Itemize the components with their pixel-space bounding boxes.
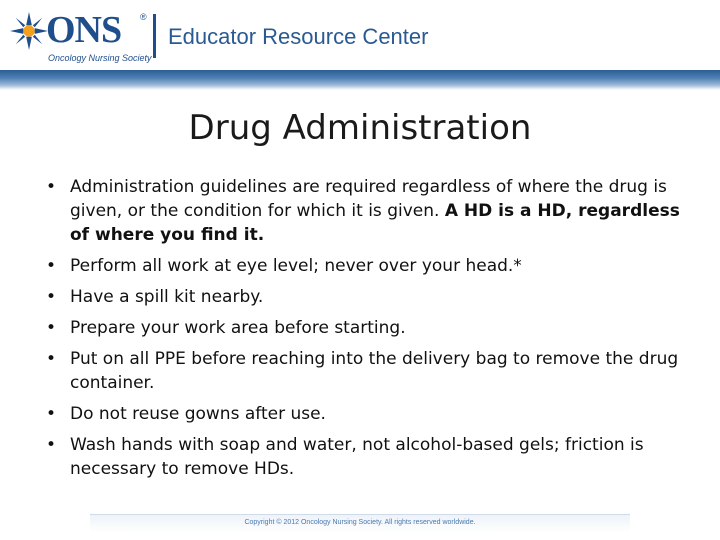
bullet-item	[44, 347, 684, 395]
header-band	[0, 70, 720, 90]
logo-wordmark: ONS	[46, 9, 122, 51]
logo-registered-mark: ®	[140, 12, 147, 22]
bullet-text: Have a spill kit nearby.	[70, 287, 264, 307]
bullet-item	[44, 402, 684, 426]
ons-star-icon	[10, 12, 48, 50]
bullet-text: Prepare your work area before starting.	[70, 318, 406, 338]
ons-logo[interactable]	[10, 8, 150, 66]
bullet-item	[44, 175, 684, 247]
bullet-dot: •	[46, 404, 57, 424]
bullet-list	[44, 175, 684, 488]
footer-copyright: Copyright © 2012 Oncology Nursing Society. All rights reserved worldwide.	[244, 519, 476, 526]
footer	[90, 514, 630, 533]
bullet-text: Do not reuse gowns after use.	[70, 404, 326, 424]
bullet-dot: •	[46, 177, 57, 197]
bullet-item	[44, 433, 684, 481]
bullet-text: Perform all work at eye level; never over your head.*	[70, 256, 522, 276]
bullet-dot: •	[46, 318, 57, 338]
bullet-item	[44, 254, 684, 278]
bullet-dot: •	[46, 349, 57, 369]
bullet-item	[44, 316, 684, 340]
slide-title: Drug Administration	[188, 108, 532, 148]
bullet-item	[44, 285, 684, 309]
bullet-text: Wash hands with soap and water, not alcohol-based gels; friction is necessary to remove HDs.	[70, 435, 644, 479]
header-divider	[153, 14, 156, 58]
bullet-bold-text: A HD is a HD, regardless of where you find it.	[70, 201, 680, 245]
bullet-text: Put on all PPE before reaching into the delivery bag to remove the drug container.	[70, 349, 679, 393]
logo-subtitle: Oncology Nursing Society	[48, 53, 152, 63]
bullet-text: Administration guidelines are required regardless of where the drug is given, or the condition for which it is given.	[70, 177, 667, 221]
header	[0, 0, 720, 70]
bullet-dot: •	[46, 435, 57, 455]
center-title: Educator Resource Center	[168, 24, 429, 49]
bullet-dot: •	[46, 287, 57, 307]
bullet-dot: •	[46, 256, 57, 276]
